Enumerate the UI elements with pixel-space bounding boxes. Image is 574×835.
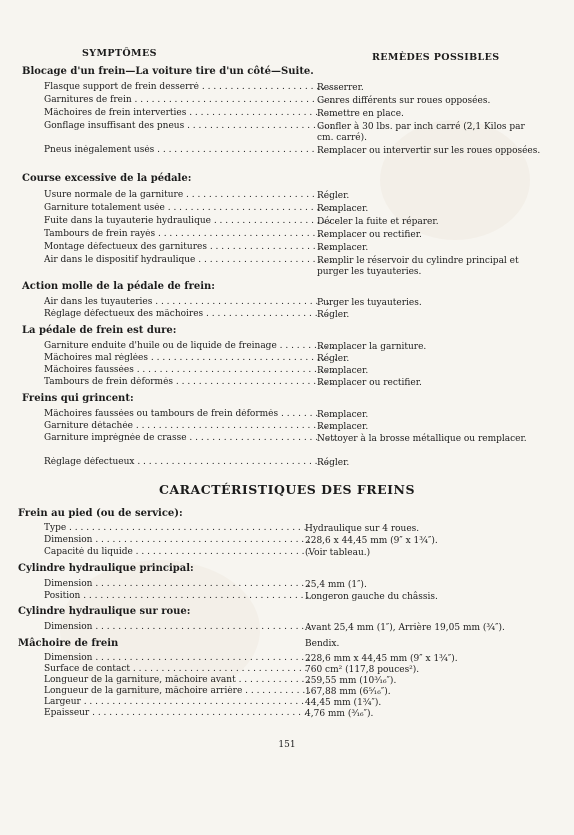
remedy-text: Genres différents sur roues opposées. <box>317 96 491 106</box>
remedy-text: Régler. <box>317 458 350 468</box>
symptom-label: Flasque support de frein desserré . . . <box>44 82 336 92</box>
symptom-label: Usure normale de la garniture . . . <box>44 190 336 200</box>
char-label: Largeur . . . <box>44 697 310 707</box>
section-title: Course excessive de la pédale: <box>22 173 192 184</box>
remedy-text: Remplacer ou intervertir sur les roues opposées. <box>317 146 541 156</box>
char-value: 167,88 mm (6⁵⁄₁₆″). <box>305 687 391 697</box>
remedy-text: Remplacer ou rectifier. <box>317 230 422 240</box>
remedy-text: Purger les tuyauteries. <box>317 298 422 308</box>
symptom-label: Montage défectueux des garnitures . . . <box>44 242 336 252</box>
remedy-text: Remplacer la garniture. <box>317 342 427 352</box>
char-label: Type . . . <box>44 523 310 533</box>
remedy-text: Remplacer. <box>317 204 369 214</box>
char-value: 228,6 x 44,45 mm (9″ x 1¾″). <box>305 536 438 546</box>
remedy-text: Gonfler à 30 lbs. par inch carré (2,1 Kilos par cm. carré). <box>317 122 525 143</box>
symptom-label: Tambours de frein déformés . . . <box>44 377 336 387</box>
symptom-label: Garnitures de frein . . . <box>44 95 336 105</box>
remedy-text: Remplacer ou rectifier. <box>317 378 422 388</box>
char-section-title: Cylindre hydraulique sur roue: <box>18 606 191 617</box>
char-label: Dimension . . . <box>44 653 310 663</box>
symptom-label: Mâchoires de frein interverties . . . <box>44 108 336 118</box>
symptom-label: Garniture détachée . . . <box>44 421 336 431</box>
symptom-label: Garniture enduite d'huile ou de liquide de freinage . . . <box>44 341 336 351</box>
char-value: 760 cm² (117,8 pouces²). <box>305 665 420 675</box>
symptom-label: Mâchoires mal réglées . . . <box>44 353 336 363</box>
symptom-label: Pneus inégalement usés . . . <box>44 145 336 155</box>
char-section-title: Frein au pied (ou de service): <box>18 508 183 519</box>
remedy-text: Remplacer. <box>317 410 369 420</box>
char-label: Longueur de la garniture, mâchoire arrière . . . <box>44 686 310 696</box>
remedy-text: Régler. <box>317 310 350 320</box>
char-value: Hydraulique sur 4 roues. <box>305 524 420 534</box>
char-section-title: Cylindre hydraulique principal: <box>18 563 194 574</box>
char-value: 4,76 mm (³⁄₁₆″). <box>305 709 374 719</box>
section-title: Blocage d'un frein—La voiture tire d'un côté—Suite. <box>22 66 314 77</box>
symptom-label: Gonflage insuffisant des pneus . . . <box>44 121 336 131</box>
char-label: Capacité du liquide . . . <box>44 547 310 557</box>
symptom-label: Réglage défectueux des mâchoires . . . <box>44 309 336 319</box>
symptom-label: Air dans le dispositif hydraulique . . . <box>44 255 336 265</box>
remedy-text: Remplacer. <box>317 422 369 432</box>
char-value: Longeron gauche du châssis. <box>305 592 438 602</box>
characteristics-title: CARACTÉRISTIQUES DES FREINS <box>159 482 415 497</box>
char-section-title: Mâchoire de frein <box>18 638 119 649</box>
symptom-label: Air dans les tuyauteries . . . <box>44 297 336 307</box>
symptom-label: Garniture imprégnée de crasse . . . <box>44 433 336 443</box>
char-label: Position . . . <box>44 591 310 601</box>
char-value: Bendix. <box>305 639 340 649</box>
remedy-text: Remplir le réservoir du cylindre principal et purger les tuyauteries. <box>317 256 519 277</box>
symptom-label: Fuite dans la tuyauterie hydraulique . . . <box>44 216 336 226</box>
remedy-text: Régler. <box>317 354 350 364</box>
char-value: (Voir tableau.) <box>305 548 371 558</box>
remedy-text: Resserrer. <box>317 83 364 93</box>
remedy-text: Déceler la fuite et réparer. <box>317 217 439 227</box>
remedy-text: Remplacer. <box>317 243 369 253</box>
char-value: Avant 25,4 mm (1″), Arrière 19,05 mm (¾″). <box>305 623 505 633</box>
char-value: 44,45 mm (1¾″). <box>305 698 382 708</box>
char-label: Dimension . . . <box>44 622 310 632</box>
symptom-label: Mâchoires faussées . . . <box>44 365 336 375</box>
section-title: La pédale de frein est dure: <box>22 325 177 336</box>
remedy-text: Régler. <box>317 191 350 201</box>
char-value: 228,6 mm x 44,45 mm (9″ x 1¾″). <box>305 654 458 664</box>
remedy-text: Remettre en place. <box>317 109 404 119</box>
remedy-text: Remplacer. <box>317 366 369 376</box>
char-label: Longueur de la garniture, mâchoire avant . . . <box>44 675 310 685</box>
symptom-label: Tambours de frein rayés . . . <box>44 229 336 239</box>
remedy-text: Nettoyer à la brosse métallique ou remplacer. <box>317 434 527 444</box>
symptom-label: Garniture totalement usée . . . <box>44 203 336 213</box>
char-value: 259,55 mm (10³⁄₁₆″). <box>305 676 397 686</box>
section-title: Freins qui grincent: <box>22 393 134 404</box>
symptom-label: Réglage défectueux . . . <box>44 457 336 467</box>
char-label: Dimension . . . <box>44 535 310 545</box>
char-label: Épaisseur . . . <box>44 708 310 718</box>
section-title: Action molle de la pédale de frein: <box>22 281 215 292</box>
symptom-label: Mâchoires faussées ou tambours de frein déformés . . . <box>44 409 336 419</box>
char-label: Surface de contact . . . <box>44 664 310 674</box>
header-symptomes: SYMPTÔMES <box>82 48 157 59</box>
header-remedes: REMÈDES POSSIBLES <box>372 52 500 63</box>
char-label: Dimension . . . <box>44 579 310 589</box>
char-value: 25,4 mm (1″). <box>305 580 367 590</box>
page-number: 151 <box>278 740 296 750</box>
